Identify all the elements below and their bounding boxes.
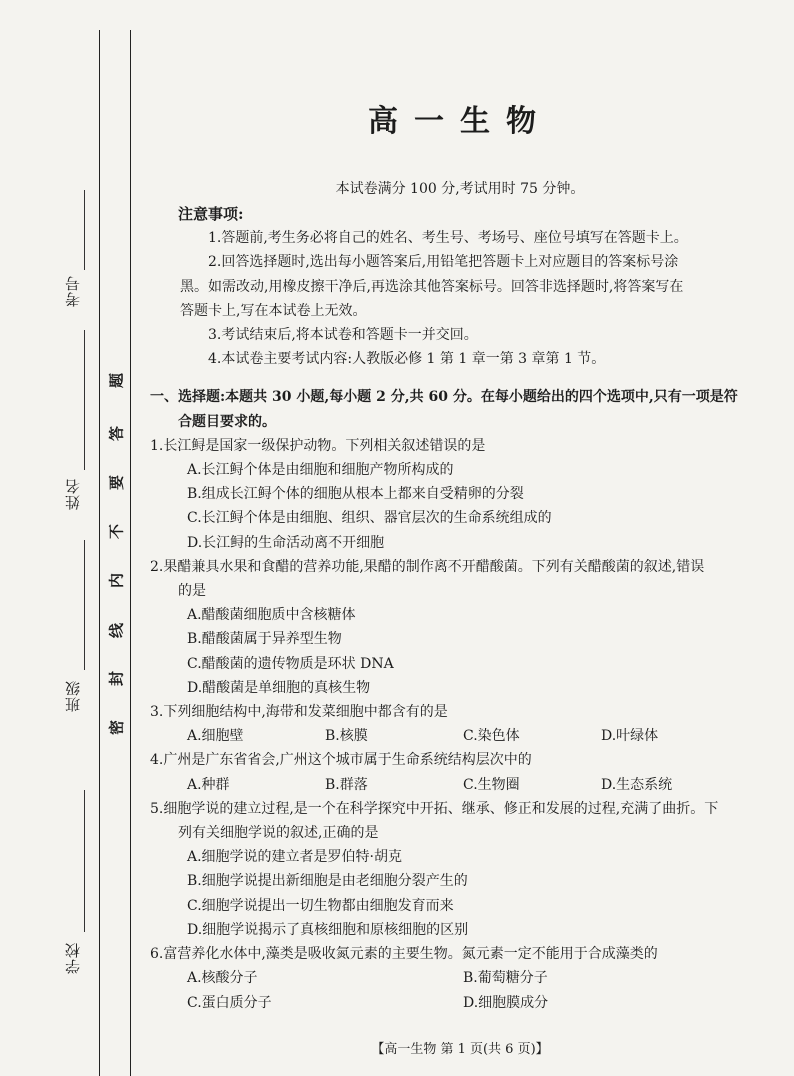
option-c: C.生物圈 <box>463 776 520 793</box>
field-label-class: 班级 <box>64 680 82 712</box>
question-stem-line: 3.下列细胞结构中,海带和发菜细胞中都含有的是 <box>150 704 448 721</box>
option-row <box>150 627 782 651</box>
section-line: 一、选择题:本题共 30 小题,每小题 2 分,共 60 分。在每小题给出的四个选项中,只有一项是符 <box>150 389 738 406</box>
option-b: B.醋酸菌属于异养型生物 <box>187 631 342 648</box>
option-row <box>150 506 782 530</box>
question-2 <box>150 555 782 700</box>
field-line-exam-number[interactable] <box>84 190 85 270</box>
option-row <box>150 603 782 627</box>
question-stem <box>150 700 782 724</box>
section-line: 合题目要求的。 <box>178 413 276 430</box>
option-c: C.醋酸菌的遗传物质是环状 DNA <box>187 655 394 672</box>
field-label-exam-number: 考号 <box>64 275 82 307</box>
option-d: D.细胞膜成分 <box>463 994 549 1011</box>
question-stem <box>150 748 782 772</box>
option-row <box>150 845 782 869</box>
question-stem-line: 5.细胞学说的建立过程,是一个在科学探究中开拓、继承、修正和发展的过程,充满了曲折。下 <box>150 800 719 817</box>
field-label-school: 学校 <box>64 942 82 974</box>
option-row <box>150 652 782 676</box>
seal-warning-char: 密 <box>107 720 126 736</box>
question-stem <box>150 942 782 966</box>
option-a: A.种群 <box>187 776 230 793</box>
option-row <box>150 894 782 918</box>
notice-item: 4.本试卷主要考试内容:人教版必修 1 第 1 章一第 3 章第 1 节。 <box>208 351 606 368</box>
option-row <box>150 531 782 555</box>
option-c: C.长江鲟个体是由细胞、组织、器官层次的生命系统组成的 <box>187 510 552 527</box>
question-stem-line: 的是 <box>178 583 206 600</box>
option-b: B.葡萄糖分子 <box>463 970 548 987</box>
option-c: C.染色体 <box>463 728 520 745</box>
option-a: A.细胞学说的建立者是罗伯特·胡克 <box>187 849 403 866</box>
option-row <box>150 458 782 482</box>
question-stem-line: 列有关细胞学说的叙述,正确的是 <box>178 825 379 842</box>
question-stem-line: 6.富营养化水体中,藻类是吸收氮元素的主要生物。氮元素一定不能用于合成藻类的 <box>150 946 658 963</box>
field-line-name[interactable] <box>84 330 85 470</box>
option-b: B.组成长江鲟个体的细胞从根本上都来自受精卵的分裂 <box>187 486 524 503</box>
seal-warning-char: 要 <box>107 475 126 491</box>
option-row <box>150 991 782 1015</box>
option-d: D.细胞学说揭示了真核细胞和原核细胞的区别 <box>187 921 469 938</box>
option-row <box>150 724 782 748</box>
exam-content <box>150 202 782 1015</box>
question-stem-line: 1.长江鲟是国家一级保护动物。下列相关叙述错误的是 <box>150 437 486 454</box>
question-stem <box>150 434 782 458</box>
option-row <box>150 676 782 700</box>
option-c: C.蛋白质分子 <box>187 994 272 1011</box>
page-footer: 【高一生物 第 1 页(共 6 页)】 <box>371 1042 549 1057</box>
question-stem-line: 2.果醋兼具水果和食醋的营养功能,果醋的制作离不开醋酸菌。下列有关醋酸菌的叙述,错误 <box>150 558 705 575</box>
option-row <box>150 918 782 942</box>
option-d: D.生态系统 <box>601 776 673 793</box>
question-stem <box>150 555 782 603</box>
field-line-school[interactable] <box>84 790 85 932</box>
notice-heading: 注意事项: <box>178 205 244 223</box>
option-c: C.细胞学说提出一切生物都由细胞发育而来 <box>187 897 454 914</box>
option-row <box>150 482 782 506</box>
question-list <box>150 434 782 1015</box>
notice-item: 1.答题前,考生务必将自己的姓名、考生号、考场号、座位号填写在答题卡上。 <box>208 230 688 247</box>
option-a: A.醋酸菌细胞质中含核糖体 <box>187 607 356 624</box>
seal-warning-char: 线 <box>107 623 126 639</box>
notice-list <box>150 226 782 371</box>
question-6 <box>150 942 782 1015</box>
notice-item: 2.回答选择题时,选出每小题答案后,用铅笔把答题卡上对应题目的答案标号涂 <box>208 254 679 271</box>
option-b: B.群落 <box>325 776 368 793</box>
option-a: A.长江鲟个体是由细胞和细胞产物所构成的 <box>187 462 454 479</box>
question-3 <box>150 700 782 748</box>
option-row <box>150 773 782 797</box>
notice-item: 3.考试结束后,将本试卷和答题卡一并交回。 <box>208 327 478 344</box>
option-b: B.核膜 <box>325 728 368 745</box>
section-heading <box>150 385 782 433</box>
notice-item: 黑。如需改动,用橡皮擦干净后,再选涂其他答案标号。回答非选择题时,将答案写在 <box>180 278 684 295</box>
field-label-name: 姓名 <box>64 478 82 510</box>
option-d: D.叶绿体 <box>601 728 659 745</box>
field-line-class[interactable] <box>84 540 85 670</box>
option-d: D.醋酸菌是单细胞的真核生物 <box>187 679 371 696</box>
option-d: D.长江鲟的生命活动离不开细胞 <box>187 534 385 551</box>
seal-warning-char: 题 <box>107 373 126 389</box>
option-b: B.细胞学说提出新细胞是由老细胞分裂产生的 <box>187 873 468 890</box>
seal-warning-char: 封 <box>107 671 126 687</box>
exam-info: 本试卷满分 100 分,考试用时 75 分钟。 <box>335 181 585 197</box>
page-title: 高一生物 <box>368 104 552 139</box>
seal-warning-char: 不 <box>107 524 126 540</box>
seal-warning-char: 内 <box>107 573 126 589</box>
question-5 <box>150 797 782 942</box>
option-row <box>150 966 782 990</box>
option-a: A.细胞壁 <box>187 728 244 745</box>
question-stem <box>150 797 782 845</box>
notice-item: 答题卡上,写在本试卷上无效。 <box>180 302 367 319</box>
question-stem-line: 4.广州是广东省省会,广州这个城市属于生命系统结构层次中的 <box>150 752 532 769</box>
option-row <box>150 869 782 893</box>
question-4 <box>150 748 782 796</box>
seal-warning-char: 答 <box>107 426 126 442</box>
option-a: A.核酸分子 <box>187 970 258 987</box>
question-1 <box>150 434 782 555</box>
